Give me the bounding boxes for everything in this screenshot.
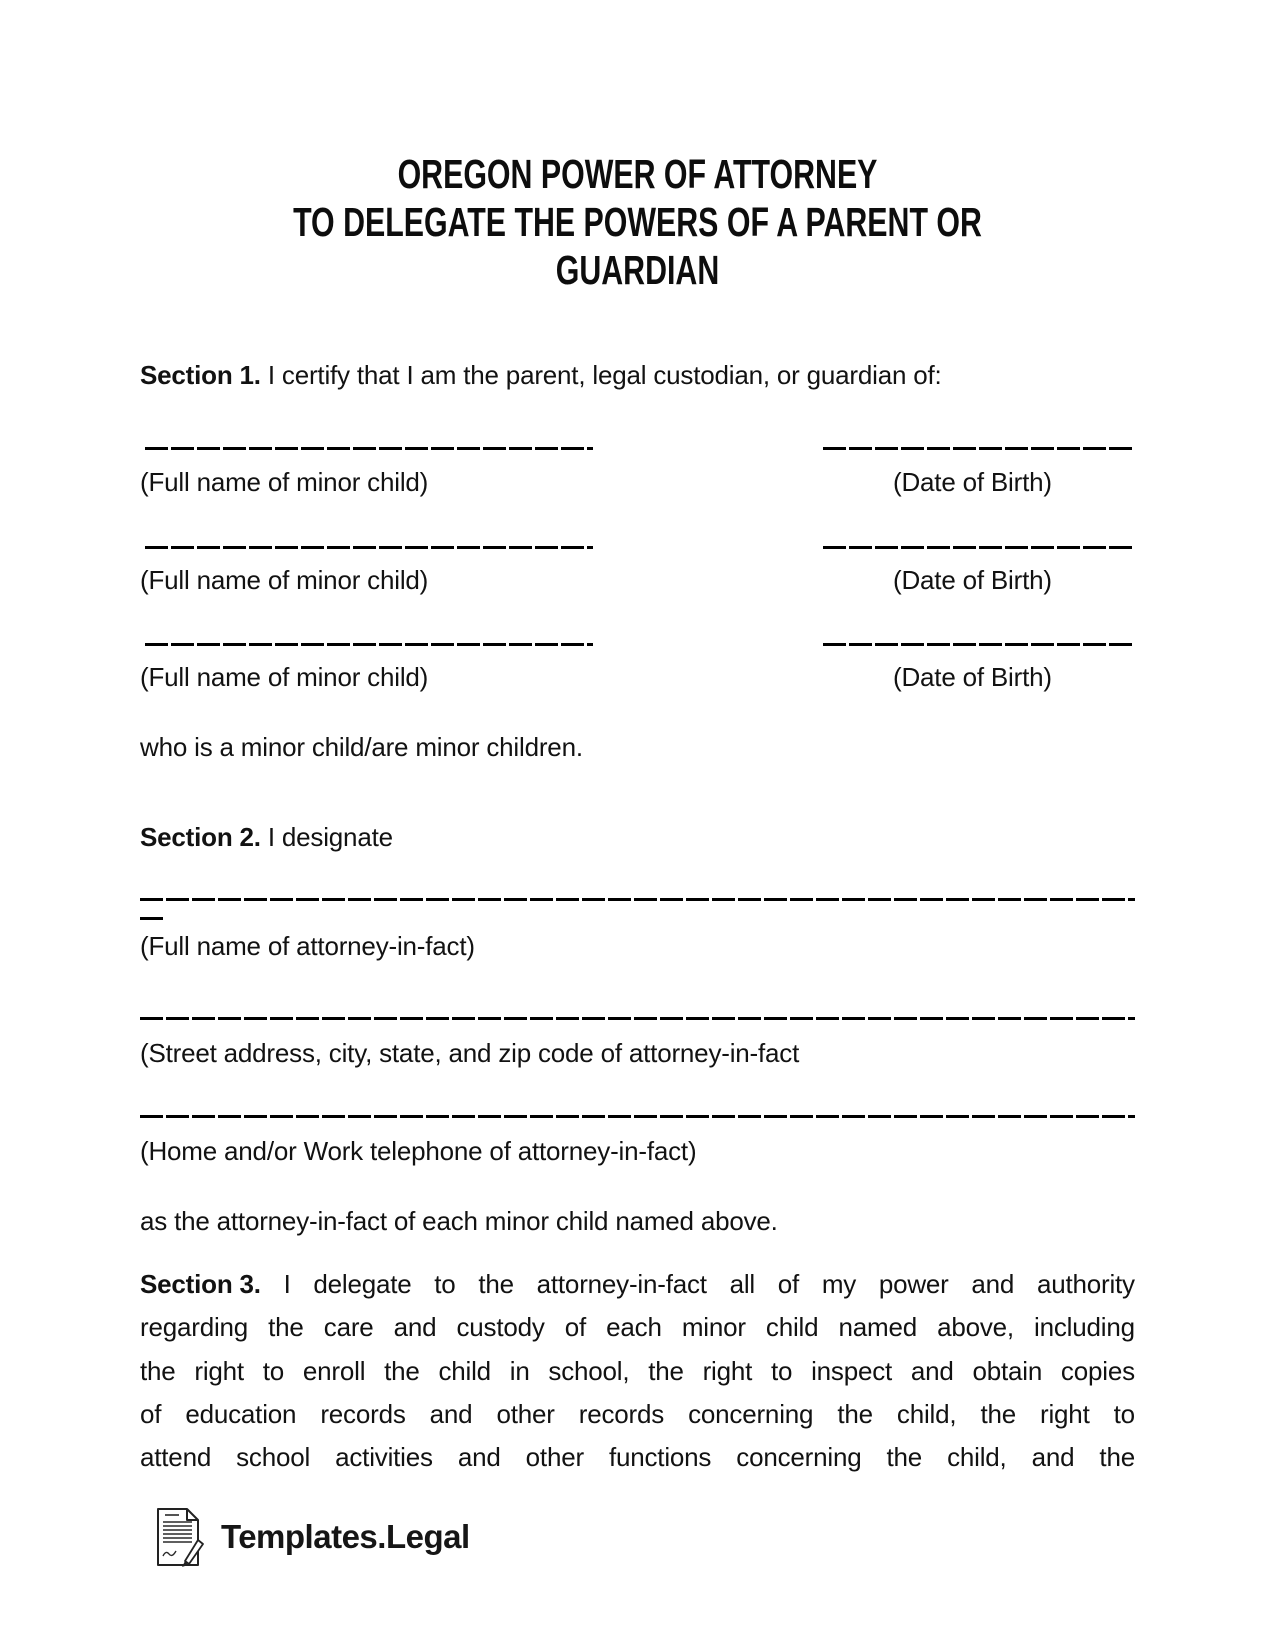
- child-name-label-3: (Full name of minor child): [140, 662, 429, 692]
- child-dob-field-3[interactable]: [823, 643, 1135, 646]
- section3-line-2: regarding the care and custody of each minor child named above, including: [140, 1312, 1135, 1342]
- section3-heading-number: Section 3.: [140, 1269, 261, 1299]
- attorney-phone-label: (Home and/or Work telephone of attorney-in-fact): [140, 1136, 697, 1166]
- footer-logo: [155, 1506, 470, 1568]
- section1-heading-text: I certify that I am the parent, legal custodian, or guardian of:: [260, 360, 942, 390]
- section3-line-3: the right to enroll the child in school, the right to inspect and obtain copies: [140, 1356, 1135, 1386]
- child-name-field-2[interactable]: [145, 546, 593, 549]
- section3-line-5: attend school activities and other functions concerning the child, and the: [140, 1442, 1135, 1472]
- section1-heading: [140, 360, 1135, 390]
- child-dob-label-2: (Date of Birth): [893, 565, 1052, 595]
- attorney-name-label: (Full name of attorney-in-fact): [140, 931, 475, 961]
- attorney-name-field-wrap[interactable]: [140, 917, 166, 920]
- section3-line-1: Section 3. I delegate to the attorney-in-fact all of my power and authority: [140, 1269, 1135, 1299]
- document-pen-icon: [155, 1506, 205, 1568]
- title-line-2: TO DELEGATE THE POWERS OF A PARENT OR: [293, 199, 982, 245]
- section2-heading: [140, 822, 1135, 852]
- document-title: [269, 150, 1005, 294]
- child-dob-field-2[interactable]: [823, 546, 1135, 549]
- attorney-address-field[interactable]: [140, 1017, 1135, 1020]
- section1-closing: who is a minor child/are minor children.: [140, 732, 583, 762]
- child-dob-field-1[interactable]: [823, 447, 1135, 450]
- section2-closing: as the attorney-in-fact of each minor child named above.: [140, 1206, 778, 1236]
- section3-line-4: of education records and other records concerning the child, the right to: [140, 1399, 1135, 1429]
- child-dob-label-3: (Date of Birth): [893, 662, 1052, 692]
- section2-heading-text: I designate: [260, 822, 393, 852]
- child-name-field-3[interactable]: [145, 643, 593, 646]
- child-dob-label-1: (Date of Birth): [893, 467, 1052, 497]
- child-name-label-2: (Full name of minor child): [140, 565, 429, 595]
- section2-heading-number: Section 2.: [140, 822, 261, 852]
- brand-name: Templates.Legal: [221, 1518, 470, 1555]
- section1-heading-number: Section 1.: [140, 360, 261, 390]
- child-name-field-1[interactable]: [145, 447, 593, 450]
- attorney-name-field[interactable]: [140, 898, 1135, 901]
- title-line-1: OREGON POWER OF ATTORNEY: [397, 151, 878, 197]
- attorney-address-label: (Street address, city, state, and zip code of attorney-in-fact: [140, 1038, 800, 1068]
- child-name-label-1: (Full name of minor child): [140, 467, 429, 497]
- title-line-3: GUARDIAN: [555, 247, 720, 293]
- attorney-phone-field[interactable]: [140, 1115, 1135, 1118]
